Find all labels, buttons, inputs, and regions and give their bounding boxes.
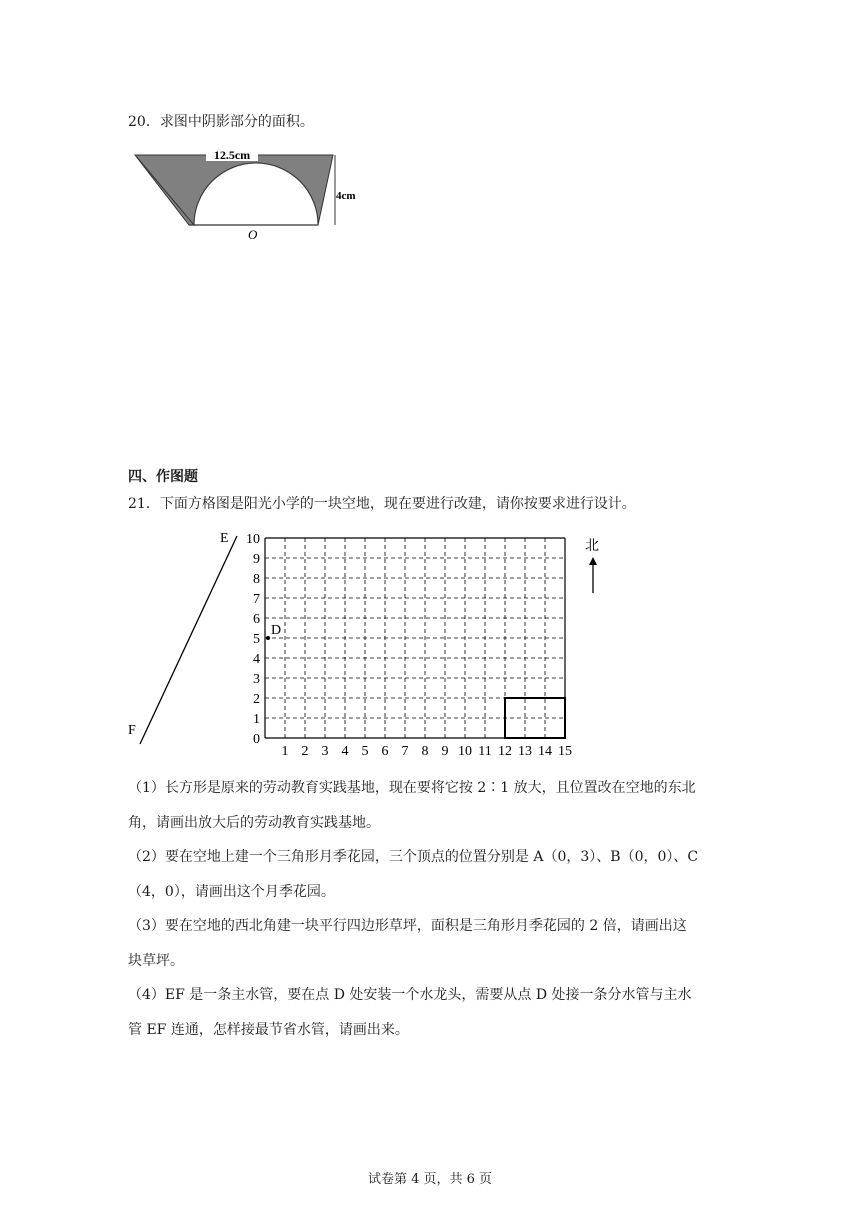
x-tick-label: 3 xyxy=(321,744,329,759)
y-tick-label: 2 xyxy=(253,692,260,707)
y-tick-label: 0 xyxy=(253,732,260,747)
question-21-text: 21．下面方格图是阳光小学的一块空地，现在要进行改建，请你按要求进行设计。 xyxy=(128,496,636,512)
sub-question-4-line1: （4）EF 是一条主水管，要在点 D 处安装一个水龙头，需要从点 D 处接一条分水管与主水 xyxy=(128,987,692,1003)
y-tick-label: 7 xyxy=(253,592,260,607)
y-tick-label: 4 xyxy=(253,652,260,667)
grid-lines xyxy=(265,538,565,738)
page-footer: 试卷第 4 页，共 6 页 xyxy=(367,1172,493,1187)
x-tick-label: 4 xyxy=(341,744,349,759)
sub-question-1-line1: （1）长方形是原来的劳动教育实践基地，现在要将它按 2∶1 放大，且位置改在空地的东北 xyxy=(128,780,696,796)
sub-question-2-line2: （4，0），请画出这个月季花园。 xyxy=(128,884,335,900)
x-tick-label: 11 xyxy=(478,744,492,759)
x-tick-label: 12 xyxy=(498,744,512,759)
shaded-area-figure xyxy=(128,145,358,245)
sub-question-3 xyxy=(128,916,728,971)
north-arrow-icon xyxy=(589,557,597,565)
section-title: 四、作图题 xyxy=(128,469,198,485)
label-E: E xyxy=(220,531,229,546)
sub-question-3-line2: 块草坪。 xyxy=(128,953,184,969)
north-label: 北 xyxy=(585,539,599,554)
sub-question-3-line1: （3）要在空地的西北角建一块平行四边形草坪，面积是三角形月季花园的 2 倍，请画出这 xyxy=(128,918,687,934)
point-D xyxy=(266,636,270,640)
sub-question-4 xyxy=(128,985,728,1040)
sub-question-4-line2: 管 EF 连通，怎样接最节省水管，请画出来。 xyxy=(128,1022,409,1038)
y-tick-label: 1 xyxy=(253,712,260,727)
x-tick-label: 6 xyxy=(381,744,389,759)
y-tick-label: 5 xyxy=(253,632,260,647)
y-tick-label: 3 xyxy=(253,672,260,687)
label-F: F xyxy=(128,723,136,738)
sub-question-2-line1: （2）要在空地上建一个三角形月季花园，三个顶点的位置分别是 A（0，3）、B（0，0）、C xyxy=(128,849,699,865)
x-tick-labels xyxy=(282,744,573,759)
sub-question-2 xyxy=(128,847,728,902)
y-tick-label: 6 xyxy=(253,612,260,627)
x-tick-label: 2 xyxy=(301,744,309,759)
main-pipe-EF xyxy=(140,536,237,744)
height-label: 4cm xyxy=(336,190,356,202)
x-tick-label: 13 xyxy=(518,744,532,759)
y-tick-labels xyxy=(246,532,260,747)
x-tick-label: 7 xyxy=(401,744,409,759)
x-tick-label: 5 xyxy=(361,744,369,759)
x-tick-label: 10 xyxy=(458,744,472,759)
grid-figure xyxy=(120,525,620,765)
question-20-text: 20．求图中阴影部分的面积。 xyxy=(128,114,314,130)
x-tick-label: 8 xyxy=(421,744,429,759)
label-D: D xyxy=(271,623,282,638)
sub-question-1-line2: 角，请画出放大后的劳动教育实践基地。 xyxy=(128,815,380,831)
sub-question-list xyxy=(128,778,728,1040)
sub-question-1 xyxy=(128,778,728,833)
x-tick-label: 9 xyxy=(441,744,449,759)
top-length-label: 12.5cm xyxy=(213,148,251,162)
y-tick-label: 10 xyxy=(246,532,260,547)
y-tick-label: 9 xyxy=(253,552,260,567)
x-tick-label: 14 xyxy=(538,744,552,759)
x-tick-label: 15 xyxy=(558,744,572,759)
center-label: O xyxy=(248,227,258,242)
y-tick-label: 8 xyxy=(253,572,260,587)
x-tick-label: 1 xyxy=(281,744,289,759)
